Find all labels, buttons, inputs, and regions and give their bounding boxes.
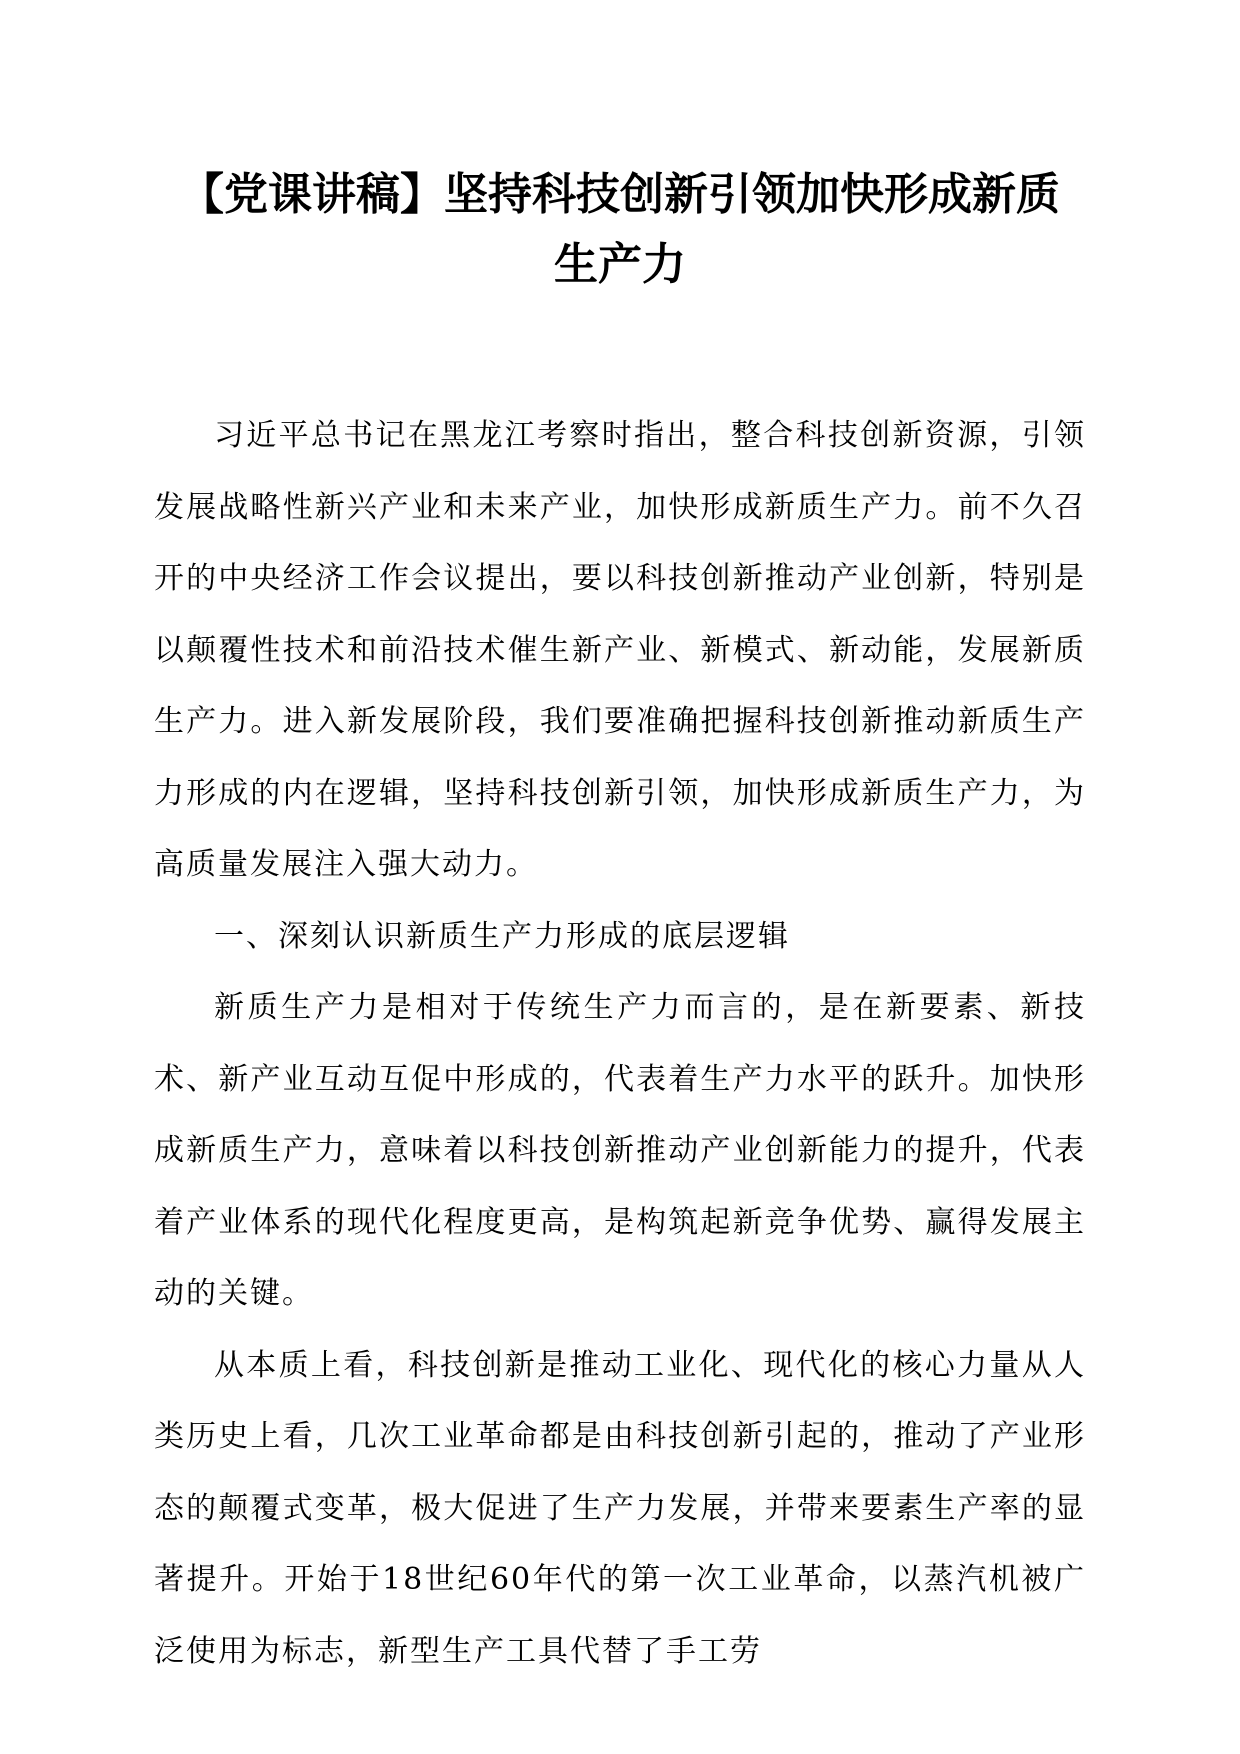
- paragraph-intro: 习近平总书记在黑龙江考察时指出，整合科技创新资源，引领发展战略性新兴产业和未来产业，加快形成新质生产力。前不久召开的中央经济工作会议提出，要以科技创新推动产业创新，特别是以颠覆性技术和前沿技术催生新产业、新模式、新动能，发展新质生产力。进入新发展阶段，我们要准确把握科技创新推动新质生产力形成的内在逻辑，坚持科技创新引领，加快形成新质生产力，为高质量发展注入强大动力。: [154, 418, 1086, 882]
- title-line-1: 【党课讲稿】坚持科技创新引领加快形成新质: [180, 169, 1060, 220]
- document-body: [154, 400, 1086, 1687]
- section-heading-1: 一、深刻认识新质生产力形成的底层逻辑: [214, 918, 790, 954]
- document-title: [154, 160, 1086, 300]
- paragraph-essence: 从本质上看，科技创新是推动工业化、现代化的核心力量从人类历史上看，几次工业革命都是由科技创新引起的，推动了产业形态的颠覆式变革，极大促进了生产力发展，并带来要素生产率的显著提升。开始于18世纪60年代的第一次工业革命，以蒸汽机被广泛使用为标志，新型生产工具代替了手工劳: [154, 1347, 1086, 1669]
- title-line-2: 生产力: [554, 239, 686, 290]
- paragraph-definition: 新质生产力是相对于传统生产力而言的，是在新要素、新技术、新产业互动互促中形成的，代表着生产力水平的跃升。加快形成新质生产力，意味着以科技创新推动产业创新能力的提升，代表着产业体系的现代化程度更高，是构筑起新竞争优势、赢得发展主动的关键。: [154, 990, 1086, 1311]
